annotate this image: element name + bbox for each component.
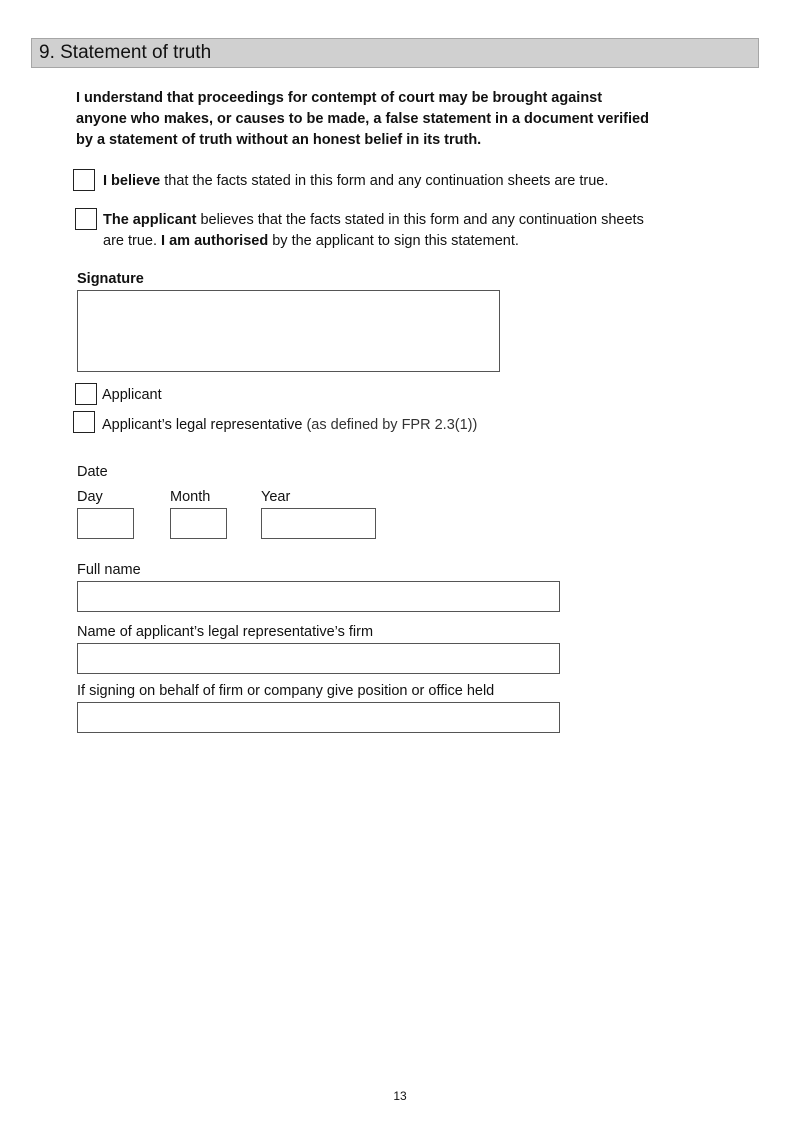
month-input[interactable] bbox=[170, 508, 227, 539]
section-header bbox=[31, 38, 759, 68]
date-label: Date bbox=[77, 464, 108, 480]
legal-representative-label: Applicant’s legal representative bbox=[102, 417, 303, 433]
day-label: Day bbox=[77, 489, 103, 505]
applicant-checkbox[interactable] bbox=[75, 383, 97, 405]
i-believe-bold: I believe bbox=[103, 173, 161, 189]
position-input[interactable] bbox=[77, 702, 560, 733]
contempt-warning: I understand that proceedings for contempt of court may be brought against anyone who makes, or causes to be made, a false statement in a document verified by a statement of truth without an honest belief in its truth. bbox=[76, 90, 649, 148]
position-label: If signing on behalf of firm or company give position or office held bbox=[77, 683, 495, 699]
applicant-believes-statement bbox=[103, 210, 663, 252]
applicant-believes-text: believes that the facts stated in this form and any continuation sheets are true. bbox=[103, 212, 644, 249]
firm-name-label: Name of applicant’s legal representative’s firm bbox=[77, 624, 374, 640]
authorised-text: by the applicant to sign this statement. bbox=[268, 233, 519, 249]
signature-label: Signature bbox=[77, 271, 144, 287]
full-name-input[interactable] bbox=[77, 581, 560, 612]
fpr-note: (as defined by FPR 2.3(1)) bbox=[302, 417, 478, 433]
authorised-bold: I am authorised bbox=[161, 233, 269, 249]
page-number: 13 bbox=[393, 1089, 407, 1103]
year-input[interactable] bbox=[261, 508, 376, 539]
i-believe-statement bbox=[103, 171, 663, 192]
legal-representative-statement bbox=[102, 416, 477, 434]
i-believe-checkbox[interactable] bbox=[73, 169, 95, 191]
year-label: Year bbox=[261, 489, 291, 505]
section-title: 9. Statement of truth bbox=[39, 42, 212, 63]
applicant-believes-bold: The applicant bbox=[103, 212, 197, 228]
applicant-believes-checkbox[interactable] bbox=[75, 208, 97, 230]
i-believe-text: that the facts stated in this form and any continuation sheets are true. bbox=[160, 173, 609, 189]
signature-box[interactable] bbox=[77, 290, 500, 372]
firm-name-input[interactable] bbox=[77, 643, 560, 674]
applicant-label: Applicant bbox=[102, 387, 162, 403]
legal-representative-checkbox[interactable] bbox=[73, 411, 95, 433]
day-input[interactable] bbox=[77, 508, 134, 539]
month-label: Month bbox=[170, 489, 211, 505]
full-name-label: Full name bbox=[77, 562, 141, 578]
